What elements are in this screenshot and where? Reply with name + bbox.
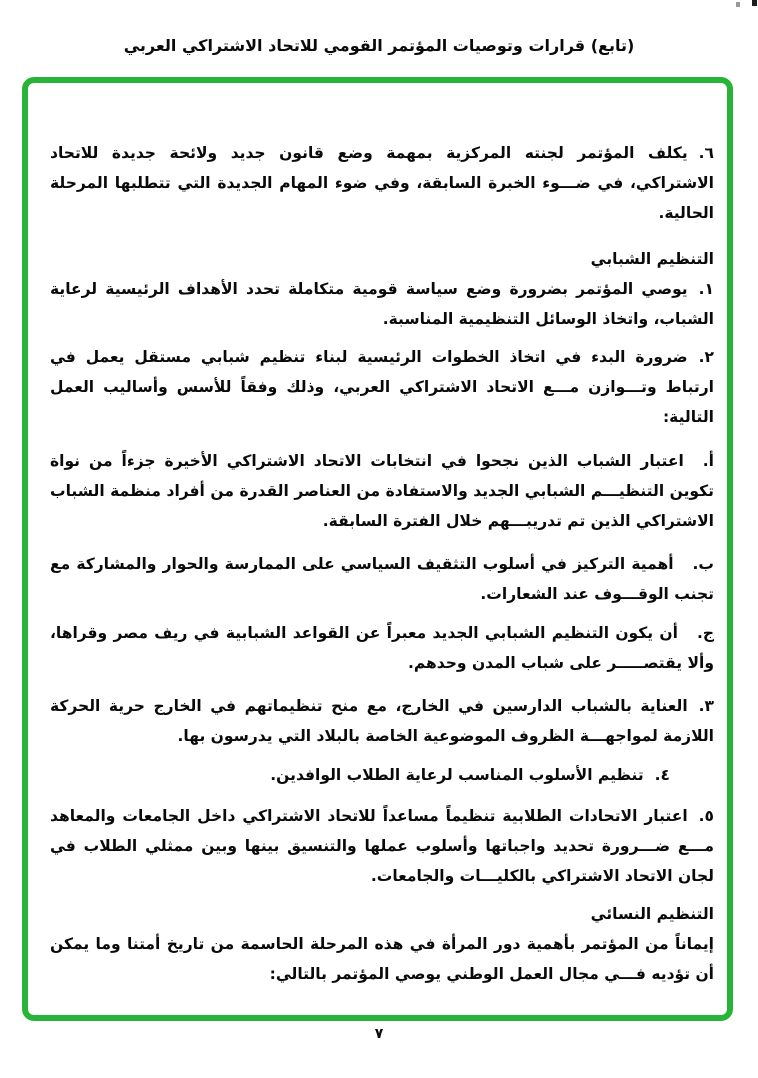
page-number: ٧ bbox=[374, 1026, 384, 1042]
list-item-2 bbox=[50, 342, 714, 432]
list-item-text: يوصي المؤتمر بضرورة وضع سياسة قومية متكاملة تحدد الأهداف الرئيسية لرعاية الشباب، واتخاذ الوسائل التنظيمية المناسبة. bbox=[50, 280, 714, 328]
list-item-text: يكلف المؤتمر لجنته المركزية بمهمة وضع قانون جديد ولائحة جديدة للاتحاد الاشتراكي، في ضـــوء الخبرة السابقة، وفي ضوء المهام الجديدة التي تتطلبها المرحلة الحالية. bbox=[50, 144, 714, 222]
list-item-text: أهمية التركيز في أسلوب التثقيف السياسي على الممارسة والحوار والمشاركة مع تجنب الوقـــوف عند الشعارات. bbox=[50, 555, 714, 603]
list-item-4 bbox=[50, 760, 714, 790]
page-header-title: (تابع) قرارات وتوصيات المؤتمر القومي للاتحاد الاشتراكي العربي bbox=[123, 36, 635, 55]
list-item-text: أن يكون التنظيم الشبابي الجديد معبراً عن القواعد الشبابية في ريف مصر وقراها، وألا يقتصـــــر على شباب المدن وحدهم. bbox=[50, 624, 714, 672]
sub-item-a bbox=[50, 446, 714, 536]
list-marker: ١. bbox=[698, 280, 714, 298]
list-item-text: اعتبار الشباب الذين نجحوا في انتخابات الاتحاد الاشتراكي الأخيرة جزءاً من نواة تكوين التنظيـــم الشبابي الجديد والاستفادة من العناصر القدرة من أفراد منظمة الشباب الاشتراكي الذين تم تدريبـــهم خلال الفترة السابقة. bbox=[50, 452, 714, 530]
list-marker: ٦. bbox=[698, 144, 714, 162]
sub-item-b bbox=[50, 549, 714, 609]
scan-artifact bbox=[752, 0, 757, 6]
list-marker: ب. bbox=[692, 555, 714, 573]
scan-artifact bbox=[736, 2, 740, 7]
list-marker: ٢. bbox=[698, 348, 714, 366]
list-item-text: تنظيم الأسلوب المناسب لرعاية الطلاب الوافدين. bbox=[270, 766, 644, 784]
intro-paragraph-women: إيماناً من المؤتمر بأهمية دور المرأة في هذه المرحلة الحاسمة من تاريخ أمتنا وما يمكن أن تؤديه فـــي مجال العمل الوطني يوصي المؤتمر بالتالي: bbox=[50, 935, 714, 983]
list-marker: ج. bbox=[696, 624, 714, 642]
section-heading-youth-organization: التنظيم الشبابي bbox=[590, 250, 714, 268]
list-marker: ٣. bbox=[698, 697, 714, 715]
list-item-text: العناية بالشباب الدارسين في الخارج، مع منح تنظيماتهم في الخارج حرية الحركة اللازمة لمواجهـــة الظروف الموضوعية الخاصة بالبلاد التي يدرسون بها. bbox=[50, 697, 714, 745]
list-item-1 bbox=[50, 274, 714, 334]
section-heading-women-organization: التنظيم النسائي bbox=[590, 905, 714, 923]
list-marker: أ. bbox=[702, 452, 714, 470]
list-item-6 bbox=[50, 138, 714, 228]
list-item-text: اعتبار الاتحادات الطلابية تنظيماً مساعداً للاتحاد الاشتراكي داخل الجامعات والمعاهد مـــع ضـــرورة تحديد واجباتها وأسلوب عملها والتنسيق بينها وبين ممثلي الطلاب في لجان الاتحاد الاشتراكي بالكليـــات والجامعات. bbox=[50, 807, 714, 885]
list-marker: ٥. bbox=[698, 807, 714, 825]
list-item-text: ضرورة البدء في اتخاذ الخطوات الرئيسية لبناء تنظيم شبابي مستقل يعمل في ارتباط وتـــوازن مـــع الاتحاد الاشتراكي العربي، وذلك وفقاً للأسس وأساليب العمل التالية: bbox=[50, 348, 714, 426]
document-body bbox=[28, 83, 727, 1015]
sub-item-j bbox=[50, 618, 714, 678]
list-item-5 bbox=[50, 801, 714, 891]
green-border-frame bbox=[22, 77, 733, 1021]
list-marker: ٤. bbox=[654, 766, 670, 784]
list-item-3 bbox=[50, 691, 714, 751]
